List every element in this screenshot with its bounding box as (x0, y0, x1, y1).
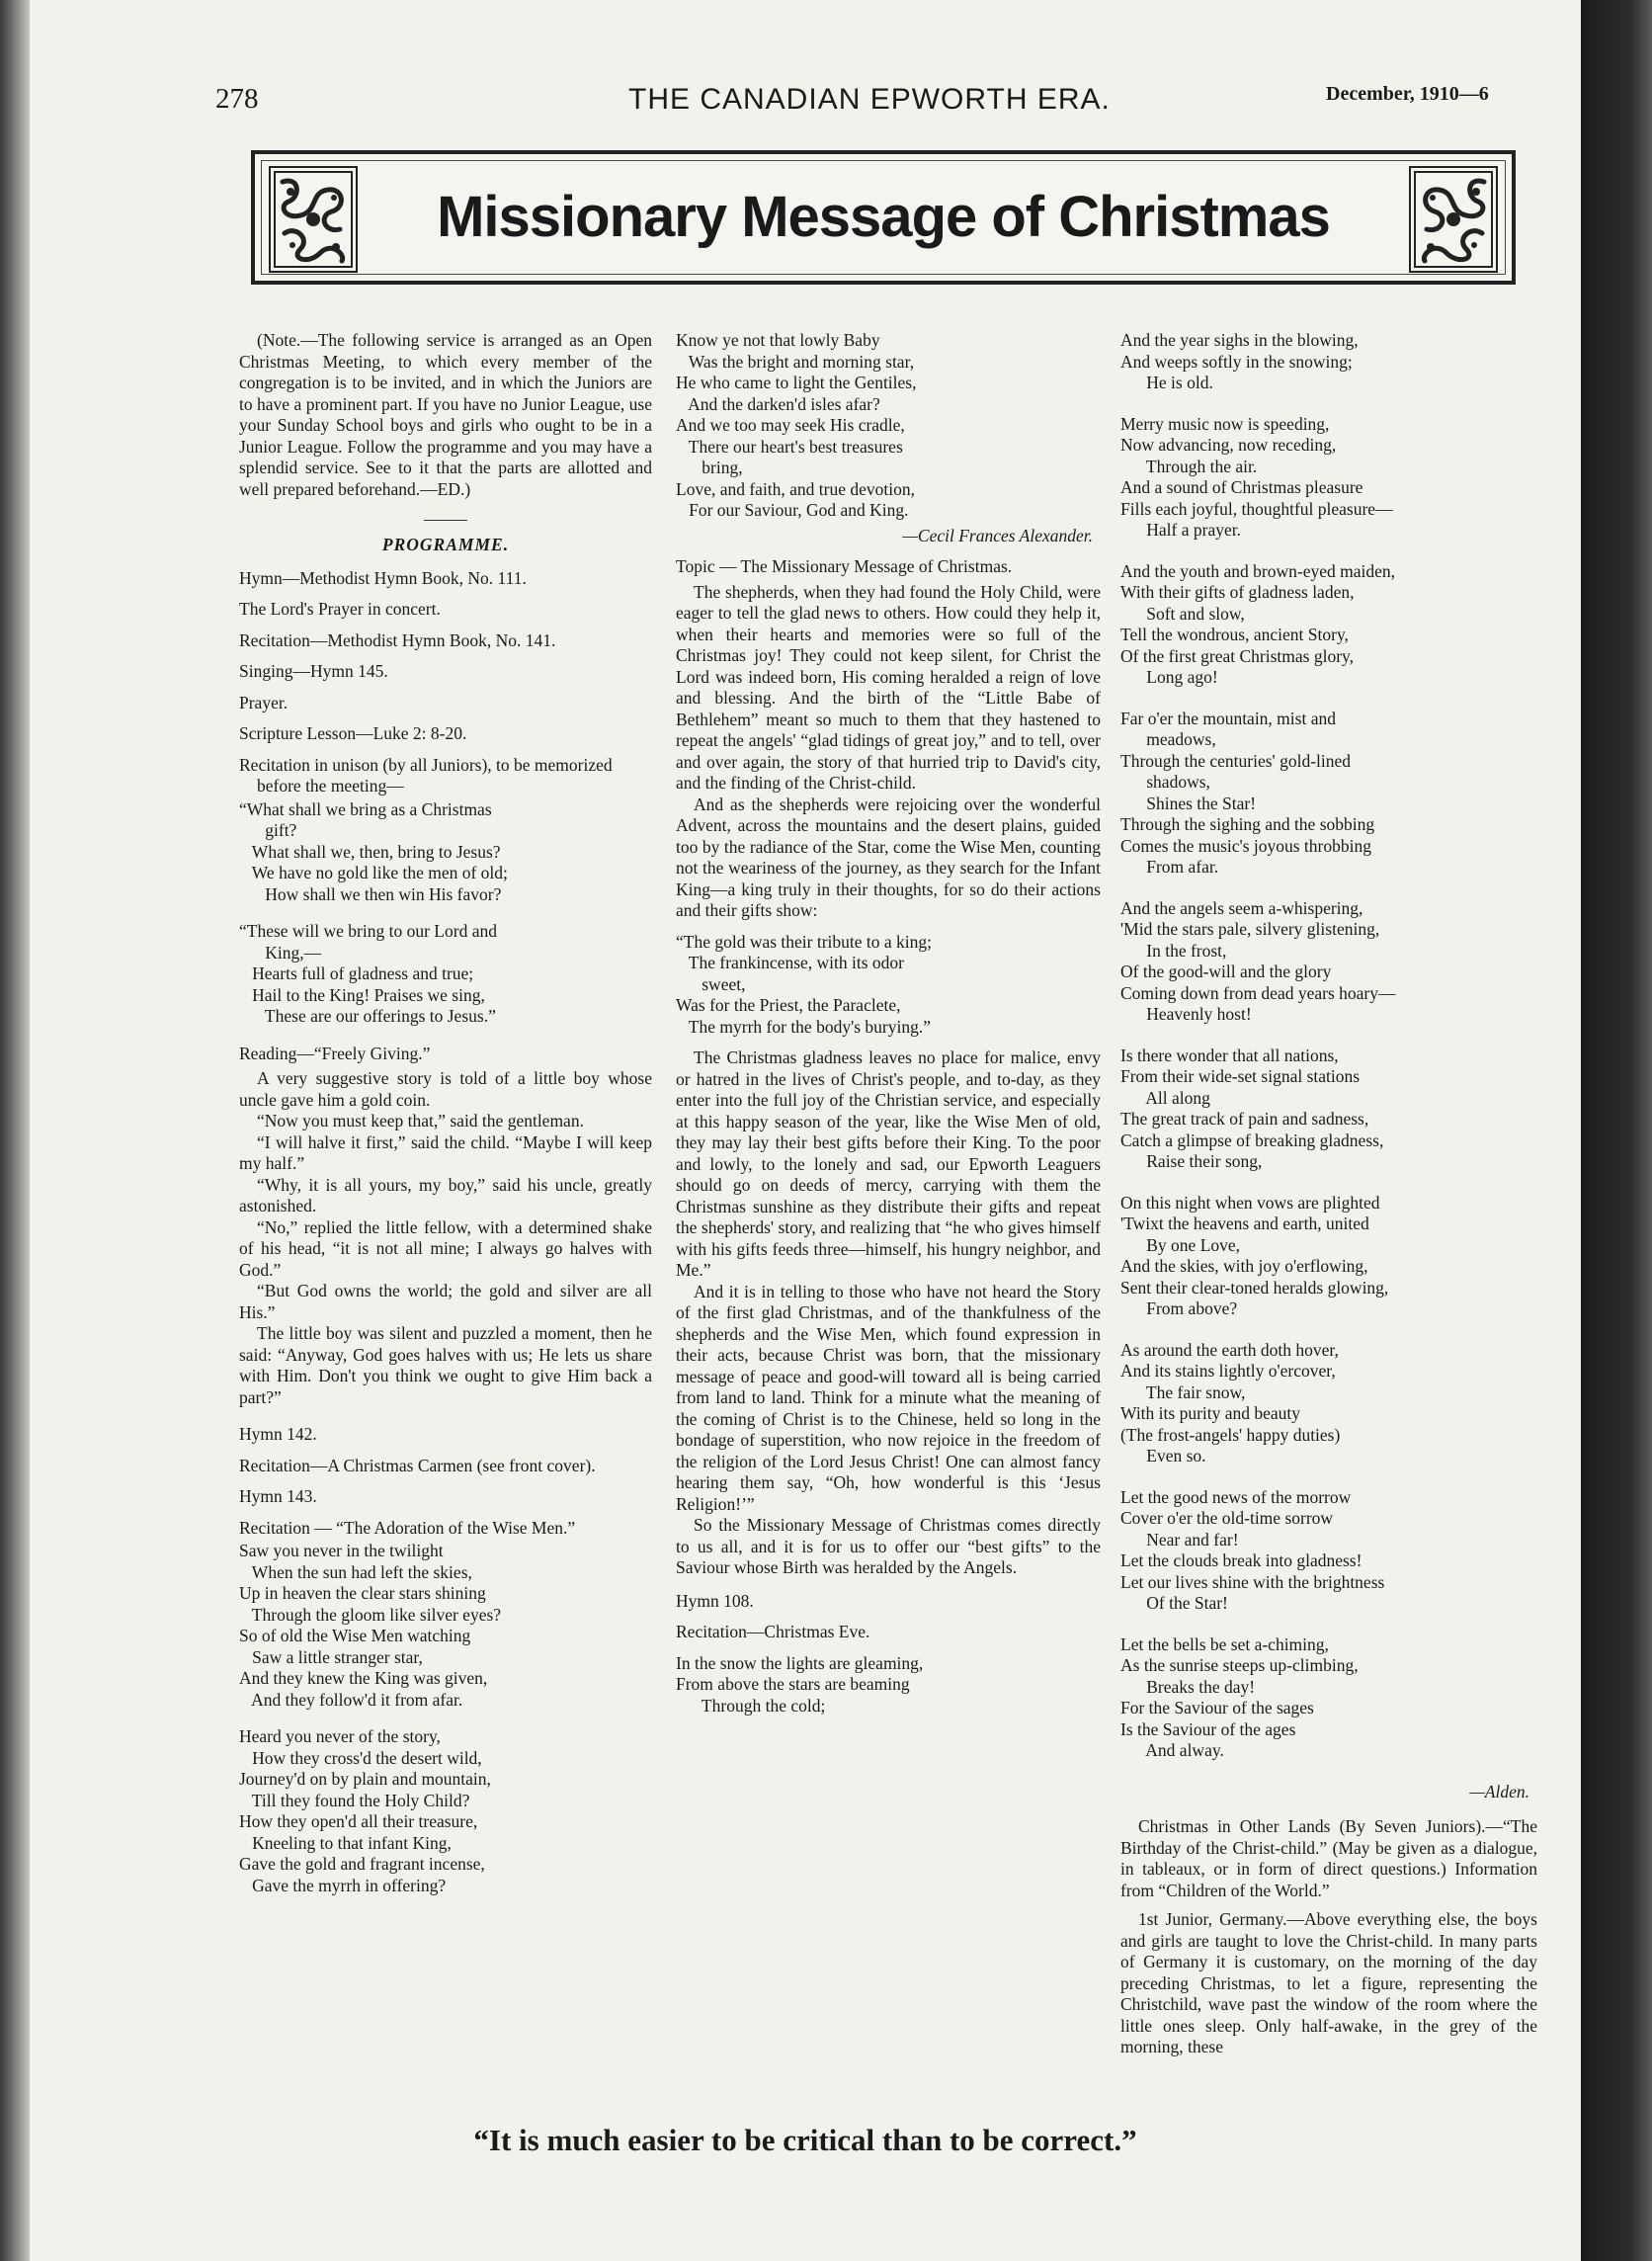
body-paragraph: So the Missionary Message of Christmas comes directly to us all, and it is for us to offer our “best gifts” to the Saviour whose Birth was heralded by the Angels. (676, 1515, 1101, 1577)
poem-stanza (1120, 898, 1537, 1026)
gifts-poem (676, 932, 1101, 1039)
poem-line: With their gifts of gladness laden, (1120, 582, 1355, 602)
poem-stanza (1120, 330, 1537, 394)
poem-line: Love, and faith, and true devotion, (676, 478, 916, 499)
programme-item: Recitation — “The Adoration of the Wise Men.” (239, 1517, 576, 1538)
poem-line: And alway. (1120, 1740, 1224, 1760)
poem-line: Raise their song, (1120, 1151, 1263, 1171)
poem-line: Now advancing, now receding, (1120, 435, 1337, 455)
footer-quote: “It is much easier to be critical than to be correct.” (473, 2123, 1137, 2157)
programme-item: Recitation—A Christmas Carmen (see front cover). (239, 1455, 596, 1475)
poem-line: For our Saviour, God and King. (676, 500, 909, 520)
poem-line: Breaks the day! (1120, 1676, 1256, 1697)
poem-line: Through the cold; (676, 1695, 826, 1716)
poem-line: Let the good news of the morrow (1120, 1486, 1352, 1507)
poem-line: These are our offerings to Jesus.” (239, 1006, 496, 1026)
poem-line: What shall we, then, bring to Jesus? (239, 841, 501, 862)
story-paragraph: “But God owns the world; the gold and silver are all His.” (239, 1281, 652, 1322)
poem-line: Journey'd on by plain and mountain, (239, 1769, 491, 1789)
poem-line: bring, (676, 458, 743, 477)
poem-line: With its purity and beauty (1120, 1403, 1301, 1423)
poem-stanza (1120, 1046, 1537, 1173)
poem-line: Far o'er the mountain, mist and (1120, 708, 1336, 728)
poem-line: Catch a glimpse of breaking gladness, (1120, 1130, 1384, 1150)
adoration-poem (239, 1726, 652, 1896)
body-paragraph: And as the shepherds were rejoicing over the wonderful Advent, across the mountains and the desert plains, guided too by the radiance of the Star, come the Wise Men, counting not the weariness of the journey, as they search for the Infant King—a king truly in their thoughts, for so do their actions and their gifts show: (676, 794, 1101, 920)
story-paragraph: “Why, it is all yours, my boy,” said his uncle, greatly astonished. (239, 1174, 652, 1215)
poem-line: Coming down from dead years hoary— (1120, 982, 1396, 1003)
editor-note: (Note.—The following service is arranged as an Open Christmas Meeting, to which every member of the congregation is to be invited, and in which the Juniors are to have a prominent part. If you have no Junior League, use your Sunday School boys and girls who ought to be in a Junior League. Follow the programme and you may have a splendid service. See to it that the parts are allotted and well prepared beforehand.—ED.) (239, 330, 652, 499)
poem-line: Is there wonder that all nations, (1120, 1045, 1339, 1065)
germany-paragraph: 1st Junior, Germany.—Above everything else, the boys and girls are taught to love the Christ-child. In many parts of Germany it is customary, on the morning of the day preceding Christmas, to let a figure, representing the Christchild, wave past the window of the room where the little ones sleep. Only half-awake, in the grey of the morning, these (1120, 1909, 1537, 2056)
poem-line: How shall we then win His favor? (239, 883, 502, 904)
poem-line: We have no gold like the men of old; (239, 863, 508, 882)
poem-line: Through the centuries' gold-lined (1120, 750, 1352, 771)
poem-line: King,— (239, 942, 322, 963)
story-paragraph: “No,” replied the little fellow, with a determined shake of his head, “it is not all mine; I always go halves with God.” (239, 1216, 652, 1280)
poem-line: 'Twixt the heavens and earth, united (1120, 1214, 1369, 1233)
poem-line: (The frost-angels' happy duties) (1120, 1424, 1341, 1445)
column-2 (676, 330, 1101, 1738)
poem-line: Is the Saviour of the ages (1120, 1718, 1296, 1739)
recitation-poem (239, 799, 652, 906)
poem-line: Let the clouds break into gladness! (1120, 1550, 1363, 1570)
column-3 (1120, 330, 1537, 2058)
poem-line: When the sun had left the skies, (239, 1561, 472, 1582)
poem-line: So of old the Wise Men watching (239, 1626, 471, 1645)
other-lands-heading: Christmas in Other Lands (By Seven Juniors).—“The Birthday of the Christ-child.” (May be given as a dialogue, in tableaux, or in form of direct questions.) Information from “Children of the World.” (1120, 1816, 1537, 1900)
poem-line: And the youth and brown-eyed maiden, (1120, 560, 1395, 581)
poem-line: Even so. (1120, 1446, 1206, 1465)
poem-stanza (1120, 561, 1537, 689)
body-paragraph: And it is in telling to those who have not heard the Story of the first glad Christmas, and of the thankfulness of the shepherds and the Wise Men, which found expression in their acts, because Christ was born, that the missionary message of peace and good-will toward all is being carried from land to land. Think for a minute what the meaning of the coming of Christ is to the Chinese, held so long in the bondage of superstition, who now rejoice in the freedom of the religion of the Lord Jesus Christ! One can almost fancy hearing them say, “Oh, how wonderful is this ‘Jesus Religion!’” (676, 1281, 1101, 1514)
poem-line: Shines the Star! (1120, 793, 1257, 813)
issue-date: December, 1910—6 (1326, 83, 1489, 105)
poem-line: In the snow the lights are gleaming, (676, 1652, 924, 1673)
programme-item: Prayer. (239, 692, 289, 712)
poem-line: On this night when vows are plighted (1120, 1192, 1380, 1213)
poem-line: And we too may seek His cradle, (676, 415, 905, 435)
programme-item: Recitation—Christmas Eve. (676, 1622, 870, 1641)
poem-line: Kneeling to that infant King, (239, 1832, 452, 1853)
poem-line: And its stains lightly o'ercover, (1120, 1361, 1336, 1381)
poem-line: From afar. (1120, 857, 1219, 877)
poem-line: Long ago! (1120, 667, 1218, 687)
poem-line: He is old. (1120, 373, 1213, 392)
poem-line: Of the first great Christmas glory, (1120, 645, 1355, 666)
poem-line: 'Mid the stars pale, silvery glistening, (1120, 919, 1380, 939)
poem-line: shadows, (1120, 772, 1210, 792)
poem-line: “The gold was their tribute to a king; (676, 931, 933, 952)
poem-line: The great track of pain and sadness, (1120, 1109, 1369, 1129)
poem-line: sweet, (676, 973, 746, 994)
poem-line: In the frost, (1120, 940, 1227, 961)
poem-line: All along (1120, 1087, 1210, 1108)
hymn-poem (676, 330, 1101, 522)
poem-line: Tell the wondrous, ancient Story, (1120, 625, 1349, 644)
poem-line: And the angels seem a-whispering, (1120, 897, 1363, 918)
poem-line: Soft and slow, (1120, 603, 1245, 624)
poem-line: And they knew the King was given, (239, 1668, 488, 1688)
poem-line: The fair snow, (1120, 1382, 1246, 1402)
body-paragraph: The Christmas gladness leaves no place for malice, envy or hatred in the lives of Christ's people, and to-day, as they enter into the full joy of the Christian service, and especially at this happy season of the year, like the Wise Men of old, they may lay their best gifts before their King. To the poor and lowly, to the lonely and sad, our Epworth Leaguers should go on deeds of mercy, carrying with them the Christmas sunshine as they distribute their gifts and repeat the shepherds' story, and realizing that “he who gives himself with his gifts feeds three—himself, his hungry neighbor, and Me.” (676, 1047, 1101, 1280)
title-banner (251, 150, 1516, 285)
poem-line: Let our lives shine with the brightness (1120, 1571, 1385, 1592)
poem-line: Till they found the Holy Child? (239, 1790, 470, 1810)
poem-line: Know ye not that lowly Baby (676, 330, 880, 350)
poem-author: —Cecil Frances Alexander. (902, 525, 1093, 545)
poem-line: Gave the myrrh in offering? (239, 1875, 447, 1895)
programme-item: Hymn 142. (239, 1424, 317, 1444)
poem-stanza (1120, 1487, 1537, 1615)
poem-line: He who came to light the Gentiles, (676, 373, 917, 392)
poem-line: Hearts full of gladness and true; (239, 963, 474, 983)
poem-line: From above? (1120, 1298, 1238, 1318)
poem-line: The myrrh for the body's burying.” (676, 1016, 931, 1037)
poem-line: Near and far! (1120, 1529, 1239, 1549)
poem-line: gift? (239, 820, 297, 840)
poem-line: And a sound of Christmas pleasure (1120, 477, 1363, 497)
topic-heading: Topic — The Missionary Message of Christmas. (676, 556, 1013, 576)
poem-line: How they open'd all their treasure, (239, 1811, 478, 1831)
story-paragraph: “I will halve it first,” said the child. “Maybe I will keep my half.” (239, 1131, 652, 1173)
christmas-eve-stanzas (1120, 330, 1537, 1762)
christmas-eve-poem (676, 1653, 1101, 1717)
story-paragraph: “Now you must keep that,” said the gentleman. (257, 1111, 584, 1130)
poem-line: Half a prayer. (1120, 520, 1241, 540)
programme-item: Hymn—Methodist Hymn Book, No. 111. (239, 567, 527, 588)
page-number: 278 (215, 83, 259, 115)
book-binding-shadow (0, 0, 30, 2261)
poem-line: There our heart's best treasures (676, 436, 903, 457)
poem-line: As the sunrise steeps up-climbing, (1120, 1655, 1359, 1675)
poem-line: Up in heaven the clear stars shining (239, 1583, 486, 1603)
poem-line: Through the air. (1120, 456, 1258, 476)
poem-stanza (1120, 709, 1537, 879)
ornament-left-icon (269, 166, 358, 273)
poem-line: And weeps softly in the snowing; (1120, 351, 1353, 372)
poem-line: And the skies, with joy o'erflowing, (1120, 1256, 1368, 1276)
poem-line: The frankincense, with its odor (676, 953, 905, 972)
poem-stanza (1120, 1634, 1537, 1762)
magazine-page (30, 0, 1581, 2261)
article-title: Missionary Message of Christmas (437, 185, 1330, 249)
adjacent-page-edge (1581, 0, 1652, 2261)
poem-line: Comes the music's joyous throbbing (1120, 835, 1371, 856)
column-1 (239, 330, 652, 1918)
programme-item: Hymn 143. (239, 1486, 317, 1506)
story-paragraph: A very suggestive story is told of a little boy whose uncle gave him a gold coin. (239, 1068, 652, 1110)
poem-line: Through the gloom like silver eyes? (239, 1604, 502, 1625)
poem-line: By one Love, (1120, 1234, 1241, 1255)
poem-line: Saw a little stranger star, (239, 1646, 423, 1667)
programme-item: Recitation in unison (by all Juniors), to be memorized before the meeting— (239, 754, 613, 796)
poem-line: Cover o'er the old-time sorrow (1120, 1508, 1334, 1528)
reading-heading: Reading—“Freely Giving.” (239, 1043, 431, 1063)
programme-item: Scripture Lesson—Luke 2: 8-20. (239, 723, 467, 743)
body-paragraph: The shepherds, when they had found the Holy Child, were eager to tell the glad news to others. How could they help it, when their hearts and memories were so full of the Christmas joy! They could not keep silent, for Christ the Lord was indeed born, His coming heralded a reign of love and blessing. And the birth of the “Little Babe of Bethlehem” meant so much to them that they hastened to repeat the angels' “glad tidings of great joy,” and to tell, over and over again, the story of that hurried trip to David's city, and the finding of the Christ-child. (676, 581, 1101, 793)
poem-line: And the darken'd isles afar? (676, 393, 880, 414)
poem-line: Saw you never in the twilight (239, 1541, 444, 1560)
poem-author: —Alden. (1469, 1781, 1529, 1801)
ornament-right-icon (1409, 166, 1498, 273)
poem-line: Was the bright and morning star, (676, 351, 915, 372)
programme-item: Singing—Hymn 145. (239, 661, 388, 681)
programme-item: Recitation—Methodist Hymn Book, No. 141. (239, 629, 556, 650)
poem-stanza (1120, 1193, 1537, 1320)
poem-line: Of the Star! (1120, 1593, 1228, 1613)
poem-line: From their wide-set signal stations (1120, 1066, 1361, 1086)
poem-line: Merry music now is speeding, (1120, 413, 1330, 434)
poem-line: Of the good-will and the glory (1120, 962, 1332, 981)
poem-line: From above the stars are beaming (676, 1674, 910, 1694)
divider (424, 520, 467, 521)
poem-line: Fills each joyful, thoughtful pleasure— (1120, 498, 1393, 519)
poem-line: Gave the gold and fragrant incense, (239, 1854, 485, 1874)
recitation-poem (239, 921, 652, 1028)
poem-line: Was for the Priest, the Paraclete, (676, 995, 901, 1015)
poem-line: Sent their clear-toned heralds glowing, (1120, 1277, 1389, 1298)
poem-stanza (1120, 414, 1537, 542)
programme-item: The Lord's Prayer in concert. (239, 599, 441, 619)
poem-line: Let the bells be set a-chiming, (1120, 1633, 1329, 1654)
poem-line: For the Saviour of the sages (1120, 1698, 1314, 1717)
programme-item: Hymn 108. (676, 1590, 754, 1611)
poem-line: meadows, (1120, 729, 1216, 749)
programme-heading: PROGRAMME. (381, 535, 510, 554)
poem-stanza (1120, 1340, 1537, 1467)
poem-line: As around the earth doth hover, (1120, 1339, 1339, 1360)
poem-line: Through the sighing and the sobbing (1120, 814, 1375, 834)
publication-title: THE CANADIAN EPWORTH ERA. (628, 83, 1111, 116)
story-paragraph: The little boy was silent and puzzled a moment, then he said: “Anyway, God goes halves with us; He lets us share with Him. Don't you think we ought to give Him back a part?” (239, 1323, 652, 1407)
poem-line: And the year sighs in the blowing, (1120, 330, 1359, 350)
poem-line: And they follow'd it from afar. (239, 1689, 463, 1710)
poem-line: “What shall we bring as a Christmas (239, 798, 492, 819)
poem-line: Hail to the King! Praises we sing, (239, 984, 485, 1005)
poem-line: “These will we bring to our Lord and (239, 921, 497, 941)
poem-line: Heavenly host! (1120, 1004, 1252, 1024)
adoration-poem (239, 1541, 652, 1711)
poem-line: How they cross'd the desert wild, (239, 1747, 482, 1768)
poem-line: Heard you never of the story, (239, 1726, 441, 1746)
